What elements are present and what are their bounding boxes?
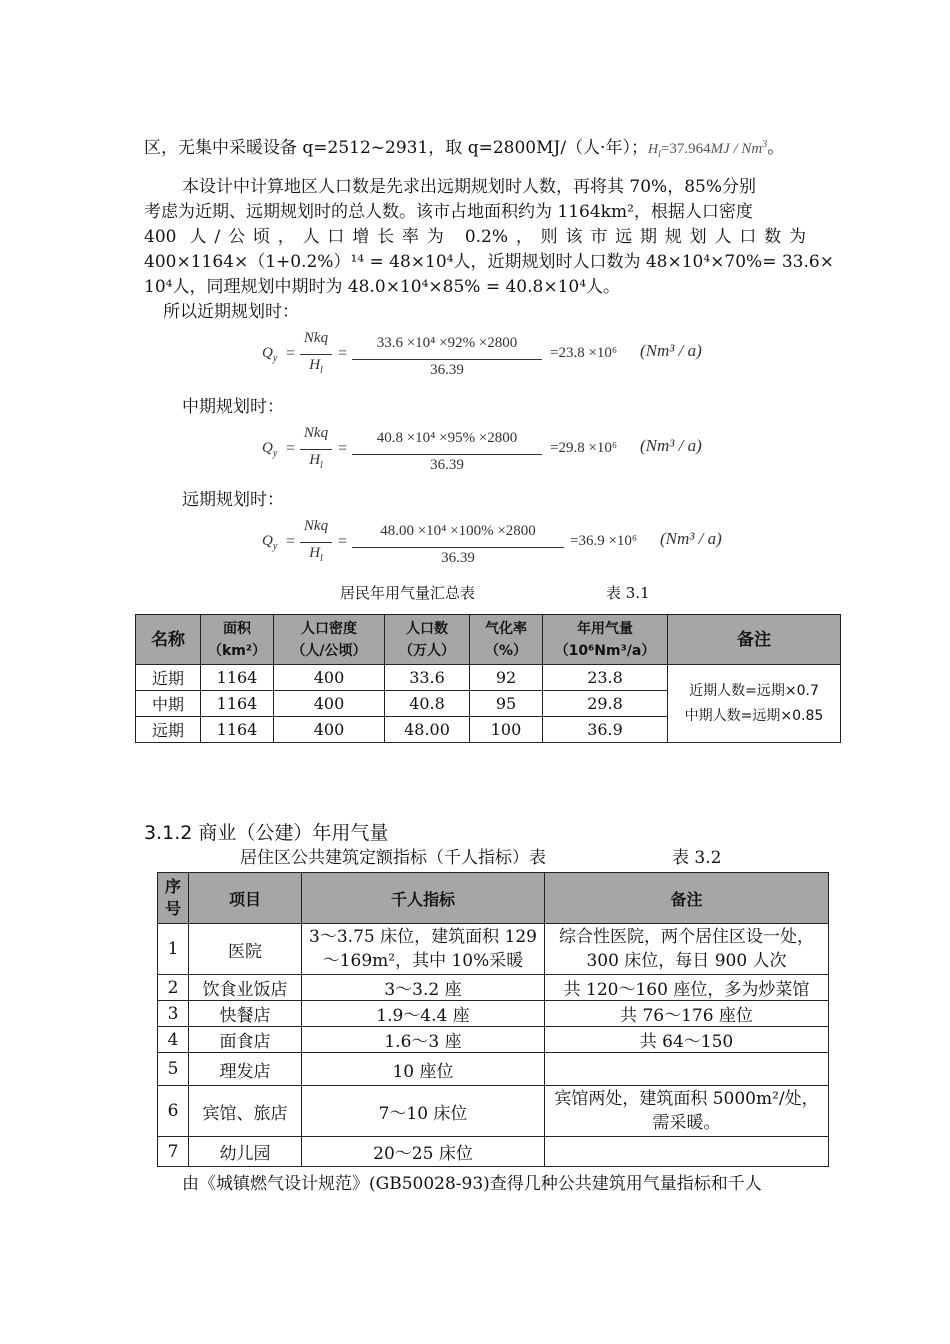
cell: 400 (274, 691, 385, 717)
cell-index: 1.9～4.4 座 (302, 1001, 545, 1027)
equals: = (338, 440, 348, 457)
unit: (Nm³ / a) (640, 436, 702, 455)
denominator: 36.39 (430, 362, 464, 378)
cell: 1164 (201, 665, 274, 691)
denominator: 36.39 (430, 457, 464, 473)
header-note: 备注 (668, 615, 841, 665)
unit: (Nm³ / a) (660, 529, 722, 548)
equals: = (286, 345, 296, 362)
cell-no: 1 (158, 924, 189, 975)
cell-item: 医院 (189, 924, 302, 975)
cell-index: 10 座位 (302, 1053, 545, 1086)
hl-value: =37.964 (660, 141, 711, 157)
cell-no: 4 (158, 1027, 189, 1053)
cell: 48.00 (385, 717, 470, 743)
header-annual-gas: 年用气量 （10⁶Nm³/a） (543, 615, 668, 665)
nkq: Nkq (303, 518, 329, 534)
numerator: 40.8 ×10⁴ ×95% ×2800 (376, 430, 518, 446)
table-row (158, 1027, 829, 1053)
cell: 23.8 (543, 665, 668, 691)
para-line-5: 10⁴人，同理规划中期时为 48.0×10⁴×85% = 40.8×10⁴人。 (144, 277, 621, 297)
result: =29.8 ×10⁶ (550, 440, 618, 456)
cell-note: 共 76～176 座位 (545, 1001, 829, 1027)
table-row (158, 1001, 829, 1027)
cell-no: 5 (158, 1053, 189, 1086)
para-line-4: 400×1164×（1+0.2%）¹⁴ = 48×10⁴人，近期规划时人口数为 48×10⁴×70%= 33.6× (144, 252, 834, 272)
hl-denom: $H_l$ (309, 452, 323, 471)
table-header-row (158, 873, 829, 924)
cell: 1164 (201, 691, 274, 717)
cell-item: 面食店 (189, 1027, 302, 1053)
section-title: 3.1.2 商业（公建）年用气量 (144, 822, 389, 844)
numerator: 48.00 ×10⁴ ×100% ×2800 (380, 523, 536, 539)
cell-note: 综合性医院，两个居住区设一处，300 床位，每日 900 人次 (545, 924, 829, 975)
qy-symbol: $Q_y$ (262, 533, 278, 552)
cell-index: 7～10 床位 (302, 1086, 545, 1137)
table-row (158, 1053, 829, 1086)
nkq: Nkq (303, 330, 329, 346)
hl-denom: $H_l$ (309, 545, 323, 564)
cell: 92 (470, 665, 543, 691)
cell: 100 (470, 717, 543, 743)
table-row (158, 1137, 829, 1167)
cell-note: 共 120～160 座位，多为炒菜馆 (545, 975, 829, 1001)
cell-no: 7 (158, 1137, 189, 1167)
fraction-bar (300, 354, 332, 355)
unit: (Nm³ / a) (640, 341, 702, 360)
cell: 1164 (201, 717, 274, 743)
hl-denom: $H_l$ (309, 357, 323, 376)
header-gas-rate: 气化率 （%） (470, 615, 543, 665)
cell-item: 快餐店 (189, 1001, 302, 1027)
cell: 95 (470, 691, 543, 717)
cell: 远期 (136, 717, 201, 743)
equals: = (286, 440, 296, 457)
intro-text: 区，无集中采暖设备 q=2512~2931，取 q=2800MJ/（人·年）； (144, 138, 648, 158)
table-annual-residential (135, 614, 841, 743)
table-row (136, 665, 841, 691)
cell-index: 3～3.2 座 (302, 975, 545, 1001)
table1-number: 表 3.1 (606, 584, 650, 602)
intro-tail: 。 (767, 138, 785, 158)
cell-note (545, 1053, 829, 1086)
header-no: 序号 (158, 873, 189, 924)
intro-line (144, 136, 824, 162)
result: =36.9 ×10⁶ (570, 533, 638, 549)
header-density: 人口密度 （人/公顷） (274, 615, 385, 665)
header-area: 面积 （km²） (201, 615, 274, 665)
fraction-bar (352, 359, 542, 360)
header-note: 备注 (545, 873, 829, 924)
table2-number: 表 3.2 (672, 848, 722, 868)
cell-index: 1.6～3 座 (302, 1027, 545, 1053)
header-item: 项目 (189, 873, 302, 924)
cell-no: 3 (158, 1001, 189, 1027)
equals: = (286, 533, 296, 550)
table-public-buildings (157, 872, 829, 1167)
cell-item: 理发店 (189, 1053, 302, 1086)
para-line-3: 400 人/公顷，人口增长率为 0.2%，则该市远期规划人口数为 (144, 227, 806, 247)
note-cell: 近期人数=远期×0.7 中期人数=远期×0.85 (668, 665, 841, 743)
cell: 29.8 (543, 691, 668, 717)
cell-item: 饮食业饭店 (189, 975, 302, 1001)
cell-item: 幼儿园 (189, 1137, 302, 1167)
hl-unit: MJ / Nm$^3$ (710, 139, 768, 157)
cell-note: 共 64～150 (545, 1027, 829, 1053)
cell: 400 (274, 717, 385, 743)
formula-label-far: 远期规划时： (182, 490, 284, 510)
cell: 40.8 (385, 691, 470, 717)
denominator: 36.39 (441, 550, 475, 566)
qy-symbol: $Q_y$ (262, 440, 278, 459)
header-name: 名称 (136, 615, 201, 665)
para-line-6: 所以近期规划时： (163, 302, 299, 322)
formula-label-mid: 中期规划时： (182, 397, 284, 417)
fraction-bar (300, 449, 332, 450)
para-line-2: 考虑为近期、远期规划时的总人数。该市占地面积约为 1164km²，根据人口密度 (144, 202, 753, 222)
cell: 中期 (136, 691, 201, 717)
hl-symbol: $H_l$ (647, 142, 661, 160)
cell-no: 2 (158, 975, 189, 1001)
cell: 400 (274, 665, 385, 691)
table1-caption: 居民年用气量汇总表 (340, 584, 476, 602)
nkq: Nkq (303, 425, 329, 441)
equals: = (338, 533, 348, 550)
fraction-bar (300, 542, 332, 543)
table-header-row (136, 615, 841, 665)
fraction-bar (352, 454, 542, 455)
table2-caption: 居住区公共建筑定额指标（千人指标）表 (240, 848, 546, 868)
equals: = (338, 345, 348, 362)
cell-item: 宾馆、旅店 (189, 1086, 302, 1137)
header-population: 人口数 （万人） (385, 615, 470, 665)
numerator: 33.6 ×10⁴ ×92% ×2800 (376, 335, 518, 351)
cell: 36.9 (543, 717, 668, 743)
cell: 33.6 (385, 665, 470, 691)
cell-index: 20～25 床位 (302, 1137, 545, 1167)
para-line-1: 本设计中计算地区人口数是先求出远期规划时人数，再将其 70%，85%分别 (182, 177, 756, 197)
header-index: 千人指标 (302, 873, 545, 924)
footer-text: 由《城镇燃气设计规范》(GB50028-93)查得几种公共建筑用气量指标和千人 (182, 1174, 762, 1194)
result: =23.8 ×10⁶ (550, 345, 618, 361)
cell-index: 3～3.75 床位，建筑面积 129～169m²，其中 10%采暖 (302, 924, 545, 975)
table-row (158, 924, 829, 975)
fraction-bar (352, 547, 564, 548)
qy-symbol: $Q_y$ (262, 345, 278, 364)
table-row (158, 1086, 829, 1137)
cell: 近期 (136, 665, 201, 691)
cell-note (545, 1137, 829, 1167)
table-row (158, 975, 829, 1001)
cell-note: 宾馆两处，建筑面积 5000m²/处，需采暖。 (545, 1086, 829, 1137)
cell-no: 6 (158, 1086, 189, 1137)
